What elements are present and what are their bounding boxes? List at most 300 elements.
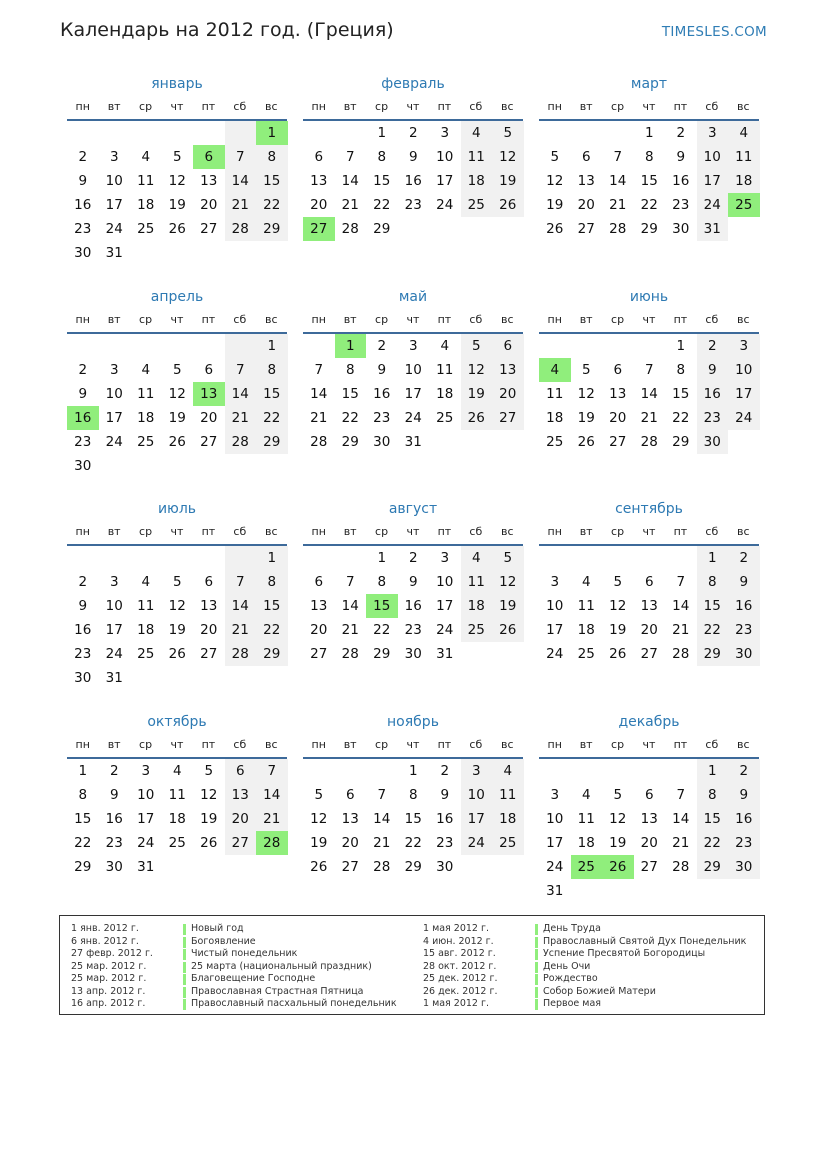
day-cell: 22 <box>373 197 391 213</box>
holiday-marker-icon <box>535 949 538 960</box>
day-cell: 3 <box>550 787 560 803</box>
day-cell: 6 <box>204 574 214 590</box>
empty-day-cell <box>571 546 603 570</box>
day-cell: 19 <box>200 811 218 827</box>
day-cell: 29 <box>256 217 288 241</box>
day-cell: 22 <box>672 410 690 426</box>
holiday-marker-icon <box>535 974 538 985</box>
day-cell: 20 <box>310 622 328 638</box>
day-cell: 8 <box>256 358 288 382</box>
day-cell: 12 <box>310 811 328 827</box>
day-cell: 28 <box>609 221 627 237</box>
weekday-label: сб <box>233 524 247 538</box>
day-cell: 10 <box>436 149 454 165</box>
day-cell: 4 <box>492 759 524 783</box>
day-cell: 21 <box>225 618 257 642</box>
day-cell: 2 <box>440 763 450 779</box>
day-cell: 26 <box>546 221 564 237</box>
site-link[interactable]: TIMESLES.COM <box>661 24 767 40</box>
day-cell: 19 <box>492 594 524 618</box>
day-cell: 30 <box>74 670 92 686</box>
weekday-label: вс <box>500 312 514 326</box>
day-cell: 13 <box>640 811 658 827</box>
day-cell: 24 <box>105 221 123 237</box>
day-cell: 10 <box>697 145 729 169</box>
holiday-marker-icon <box>535 924 538 935</box>
day-cell: 14 <box>225 594 257 618</box>
day-cell: 21 <box>640 410 658 426</box>
legend-date: 4 июн. 2012 г. <box>423 935 494 947</box>
weekday-label: чт <box>642 99 656 113</box>
holiday-day-cell: 6 <box>193 145 225 169</box>
empty-day-cell <box>225 121 257 145</box>
day-cell: 24 <box>436 197 454 213</box>
day-cell: 12 <box>577 386 595 402</box>
day-cell: 13 <box>200 598 218 614</box>
day-cell: 29 <box>341 434 359 450</box>
weekday-label: пт <box>437 524 452 538</box>
day-cell: 23 <box>697 406 729 430</box>
day-grid <box>67 121 287 265</box>
day-grid <box>539 759 759 903</box>
weekday-label: пт <box>437 312 452 326</box>
legend-holiday-name: Богоявление <box>191 935 256 947</box>
empty-day-cell <box>539 121 571 145</box>
legend-date: 26 дек. 2012 г. <box>423 985 498 997</box>
weekday-label: вт <box>343 99 357 113</box>
empty-day-cell <box>225 334 257 358</box>
day-cell: 29 <box>640 221 658 237</box>
day-cell: 7 <box>676 787 686 803</box>
day-cell: 15 <box>256 382 288 406</box>
day-cell: 13 <box>492 358 524 382</box>
day-cell: 22 <box>256 406 288 430</box>
legend-holiday-name: Благовещение Господне <box>191 973 316 984</box>
weekday-label: ср <box>139 312 153 326</box>
day-cell: 29 <box>672 434 690 450</box>
day-cell: 31 <box>697 217 729 241</box>
empty-day-cell <box>429 217 461 241</box>
empty-day-cell <box>398 217 430 241</box>
day-cell: 13 <box>200 173 218 189</box>
month-name: февраль <box>381 76 445 92</box>
day-cell: 2 <box>697 334 729 358</box>
empty-day-cell <box>162 454 194 478</box>
day-cell: 25 <box>577 646 595 662</box>
day-cell: 14 <box>672 811 690 827</box>
empty-day-cell <box>256 454 288 478</box>
weekday-header <box>67 308 287 330</box>
legend-holiday-name: Православный Святой Дух Понедельник <box>543 935 747 947</box>
weekday-label: вт <box>579 312 593 326</box>
empty-day-cell <box>492 855 524 879</box>
day-cell: 20 <box>310 197 328 213</box>
empty-day-cell <box>130 121 162 145</box>
legend-row <box>423 923 746 936</box>
weekday-label: пн <box>311 99 326 113</box>
day-cell: 22 <box>256 193 288 217</box>
day-cell: 12 <box>609 811 627 827</box>
legend-date: 1 мая 2012 г. <box>423 923 489 934</box>
day-cell: 3 <box>440 550 450 566</box>
day-cell: 1 <box>256 334 288 358</box>
holiday-day-cell: 4 <box>539 358 571 382</box>
day-cell: 6 <box>314 149 324 165</box>
day-cell: 15 <box>256 594 288 618</box>
month-8 <box>539 498 759 666</box>
day-cell: 28 <box>672 859 690 875</box>
day-cell: 14 <box>609 173 627 189</box>
day-cell: 4 <box>440 338 450 354</box>
empty-day-cell <box>539 546 571 570</box>
day-cell: 18 <box>436 386 454 402</box>
day-cell: 1 <box>644 125 654 141</box>
day-cell: 13 <box>609 386 627 402</box>
day-cell: 14 <box>225 382 257 406</box>
day-cell: 23 <box>672 197 690 213</box>
day-cell: 10 <box>105 598 123 614</box>
day-cell: 12 <box>200 787 218 803</box>
day-cell: 28 <box>341 646 359 662</box>
day-cell: 29 <box>697 855 729 879</box>
weekday-label: ср <box>611 312 625 326</box>
empty-day-cell <box>634 334 666 358</box>
empty-day-cell <box>67 121 99 145</box>
day-cell: 20 <box>492 382 524 406</box>
day-cell: 24 <box>697 193 729 217</box>
day-cell: 11 <box>728 145 760 169</box>
weekday-label: сб <box>233 737 247 751</box>
day-cell: 16 <box>728 807 760 831</box>
weekday-label: пт <box>201 524 216 538</box>
empty-day-cell <box>193 546 225 570</box>
day-cell: 16 <box>436 811 454 827</box>
day-cell: 5 <box>172 574 182 590</box>
day-cell: 6 <box>581 149 591 165</box>
day-cell: 17 <box>546 835 564 851</box>
empty-day-cell <box>461 855 493 879</box>
legend-holiday-name: Собор Божией Матери <box>543 985 656 997</box>
day-cell: 3 <box>109 149 119 165</box>
day-cell: 21 <box>310 410 328 426</box>
day-cell: 19 <box>609 622 627 638</box>
weekday-label: чт <box>170 99 184 113</box>
month-name: май <box>398 289 428 305</box>
holiday-day-cell: 28 <box>256 831 288 855</box>
weekday-label: ср <box>611 99 625 113</box>
day-cell: 26 <box>168 646 186 662</box>
day-cell: 23 <box>74 434 92 450</box>
holiday-day-cell: 1 <box>256 121 288 145</box>
empty-day-cell <box>162 855 194 879</box>
day-cell: 1 <box>256 546 288 570</box>
day-cell: 25 <box>461 193 493 217</box>
day-cell: 23 <box>728 831 760 855</box>
day-cell: 3 <box>461 759 493 783</box>
weekday-label: вт <box>107 312 121 326</box>
day-grid <box>67 759 287 879</box>
empty-day-cell <box>130 241 162 265</box>
day-cell: 9 <box>377 362 387 378</box>
legend-holiday-name: День Очи <box>543 960 591 972</box>
legend-row <box>71 961 397 974</box>
legend-row <box>423 973 746 986</box>
empty-day-cell <box>225 454 257 478</box>
weekday-label: вс <box>736 737 750 751</box>
day-cell: 25 <box>137 434 155 450</box>
weekday-label: чт <box>406 99 420 113</box>
day-cell: 12 <box>168 598 186 614</box>
day-cell: 3 <box>141 763 151 779</box>
weekday-label: сб <box>469 737 483 751</box>
empty-day-cell <box>602 546 634 570</box>
empty-day-cell <box>303 334 335 358</box>
day-cell: 6 <box>225 759 257 783</box>
day-cell: 20 <box>225 807 257 831</box>
day-cell: 8 <box>697 783 729 807</box>
day-cell: 18 <box>137 622 155 638</box>
legend-date: 6 янв. 2012 г. <box>71 935 139 947</box>
day-cell: 9 <box>728 570 760 594</box>
day-cell: 8 <box>78 787 88 803</box>
day-cell: 16 <box>74 197 92 213</box>
day-cell: 12 <box>168 386 186 402</box>
legend-date: 27 февр. 2012 г. <box>71 948 153 959</box>
weekday-label: чт <box>642 737 656 751</box>
legend-holiday-name: Успение Пресвятой Богородицы <box>543 948 706 959</box>
empty-day-cell <box>99 121 131 145</box>
day-cell: 17 <box>404 386 422 402</box>
empty-day-cell <box>99 454 131 478</box>
weekday-label: вт <box>343 312 357 326</box>
weekday-header <box>539 308 759 330</box>
weekday-label: вт <box>343 524 357 538</box>
day-cell: 18 <box>461 169 493 193</box>
weekday-label: вс <box>264 524 278 538</box>
day-grid <box>303 121 523 241</box>
day-cell: 4 <box>581 574 591 590</box>
holiday-marker-icon <box>535 962 538 973</box>
holiday-marker-icon <box>535 987 538 998</box>
empty-day-cell <box>492 642 524 666</box>
empty-day-cell <box>665 546 697 570</box>
day-cell: 8 <box>676 362 686 378</box>
day-cell: 27 <box>200 646 218 662</box>
empty-day-cell <box>130 666 162 690</box>
day-cell: 25 <box>461 618 493 642</box>
day-cell: 3 <box>109 574 119 590</box>
weekday-label: вс <box>736 524 750 538</box>
day-cell: 22 <box>256 618 288 642</box>
day-cell: 16 <box>728 594 760 618</box>
empty-day-cell <box>665 879 697 903</box>
day-cell: 10 <box>404 362 422 378</box>
weekday-header <box>67 95 287 117</box>
day-cell: 28 <box>341 221 359 237</box>
day-cell: 24 <box>728 406 760 430</box>
day-cell: 21 <box>225 406 257 430</box>
weekday-label: вс <box>264 737 278 751</box>
day-cell: 10 <box>105 386 123 402</box>
month-2 <box>539 73 759 241</box>
day-cell: 10 <box>436 574 454 590</box>
day-cell: 18 <box>546 410 564 426</box>
day-cell: 16 <box>373 386 391 402</box>
weekday-label: пт <box>201 737 216 751</box>
weekday-label: сб <box>469 312 483 326</box>
empty-day-cell <box>634 759 666 783</box>
day-cell: 7 <box>676 574 686 590</box>
empty-day-cell <box>193 855 225 879</box>
day-cell: 15 <box>404 811 422 827</box>
day-cell: 1 <box>78 763 88 779</box>
day-grid <box>67 546 287 690</box>
day-cell: 9 <box>440 787 450 803</box>
day-cell: 19 <box>577 410 595 426</box>
weekday-header <box>303 308 523 330</box>
day-cell: 24 <box>137 835 155 851</box>
day-cell: 23 <box>105 835 123 851</box>
day-cell: 16 <box>105 811 123 827</box>
empty-day-cell <box>303 759 335 783</box>
legend-row <box>423 998 746 1011</box>
day-cell: 11 <box>577 811 595 827</box>
weekday-label: пн <box>547 99 562 113</box>
weekday-label: ср <box>375 524 389 538</box>
day-cell: 27 <box>341 859 359 875</box>
day-cell: 31 <box>105 245 123 261</box>
day-cell: 19 <box>461 382 493 406</box>
holiday-marker-icon <box>535 937 538 948</box>
day-cell: 24 <box>404 410 422 426</box>
day-cell: 18 <box>137 410 155 426</box>
empty-day-cell <box>634 546 666 570</box>
day-cell: 15 <box>640 173 658 189</box>
day-cell: 25 <box>492 831 524 855</box>
day-cell: 16 <box>697 382 729 406</box>
month-name: декабрь <box>618 714 680 730</box>
day-cell: 10 <box>728 358 760 382</box>
holiday-day-cell: 26 <box>602 855 634 879</box>
empty-day-cell <box>256 666 288 690</box>
day-cell: 28 <box>225 217 257 241</box>
legend-date: 15 авг. 2012 г. <box>423 948 496 959</box>
day-cell: 11 <box>137 598 155 614</box>
day-cell: 10 <box>137 787 155 803</box>
empty-day-cell <box>665 759 697 783</box>
weekday-label: вс <box>500 524 514 538</box>
day-cell: 8 <box>697 570 729 594</box>
weekday-label: пн <box>547 737 562 751</box>
weekday-label: вс <box>736 312 750 326</box>
day-cell: 21 <box>341 197 359 213</box>
day-cell: 1 <box>697 546 729 570</box>
empty-day-cell <box>193 454 225 478</box>
day-cell: 18 <box>728 169 760 193</box>
weekday-label: пт <box>673 524 688 538</box>
day-cell: 8 <box>377 574 387 590</box>
legend-date: 16 апр. 2012 г. <box>71 998 146 1009</box>
holiday-day-cell: 13 <box>193 382 225 406</box>
day-cell: 19 <box>546 197 564 213</box>
day-cell: 8 <box>644 149 654 165</box>
day-cell: 30 <box>74 245 92 261</box>
day-cell: 12 <box>461 358 493 382</box>
day-cell: 9 <box>78 173 88 189</box>
weekday-label: вт <box>579 737 593 751</box>
weekday-label: вс <box>736 99 750 113</box>
day-cell: 22 <box>341 410 359 426</box>
empty-day-cell <box>571 879 603 903</box>
holiday-marker-icon <box>183 974 186 985</box>
weekday-label: вт <box>579 524 593 538</box>
month-10 <box>303 711 523 879</box>
day-cell: 10 <box>546 811 564 827</box>
day-cell: 12 <box>546 173 564 189</box>
day-cell: 19 <box>168 410 186 426</box>
day-cell: 14 <box>256 783 288 807</box>
day-cell: 20 <box>640 622 658 638</box>
day-cell: 30 <box>672 221 690 237</box>
day-cell: 20 <box>200 197 218 213</box>
month-name: июнь <box>629 289 669 305</box>
empty-day-cell <box>303 121 335 145</box>
day-cell: 24 <box>105 646 123 662</box>
day-cell: 21 <box>672 835 690 851</box>
weekday-label: пн <box>547 312 562 326</box>
day-cell: 26 <box>168 221 186 237</box>
empty-day-cell <box>728 430 760 454</box>
day-cell: 16 <box>672 173 690 189</box>
day-cell: 7 <box>613 149 623 165</box>
day-cell: 3 <box>109 362 119 378</box>
legend-row <box>423 948 746 961</box>
empty-day-cell <box>728 879 760 903</box>
weekday-label: сб <box>469 524 483 538</box>
day-cell: 6 <box>613 362 623 378</box>
weekday-label: сб <box>705 524 719 538</box>
day-cell: 31 <box>105 670 123 686</box>
day-cell: 12 <box>168 173 186 189</box>
weekday-header <box>539 520 759 542</box>
day-cell: 21 <box>672 622 690 638</box>
day-cell: 11 <box>168 787 186 803</box>
day-cell: 10 <box>105 173 123 189</box>
weekday-label: сб <box>705 737 719 751</box>
empty-day-cell <box>571 759 603 783</box>
day-cell: 9 <box>676 149 686 165</box>
day-cell: 28 <box>373 859 391 875</box>
day-cell: 9 <box>697 358 729 382</box>
empty-day-cell <box>162 241 194 265</box>
day-cell: 25 <box>546 434 564 450</box>
legend-date: 25 дек. 2012 г. <box>423 973 498 984</box>
month-6 <box>67 498 287 690</box>
day-cell: 11 <box>461 145 493 169</box>
day-cell: 17 <box>105 410 123 426</box>
weekday-label: чт <box>170 312 184 326</box>
empty-day-cell <box>539 759 571 783</box>
day-cell: 16 <box>74 622 92 638</box>
month-name: апрель <box>150 289 204 305</box>
day-cell: 24 <box>461 831 493 855</box>
day-cell: 4 <box>141 362 151 378</box>
weekday-label: пн <box>311 737 326 751</box>
day-cell: 14 <box>341 173 359 189</box>
day-cell: 28 <box>640 434 658 450</box>
day-cell: 30 <box>404 646 422 662</box>
weekday-label: пт <box>673 99 688 113</box>
